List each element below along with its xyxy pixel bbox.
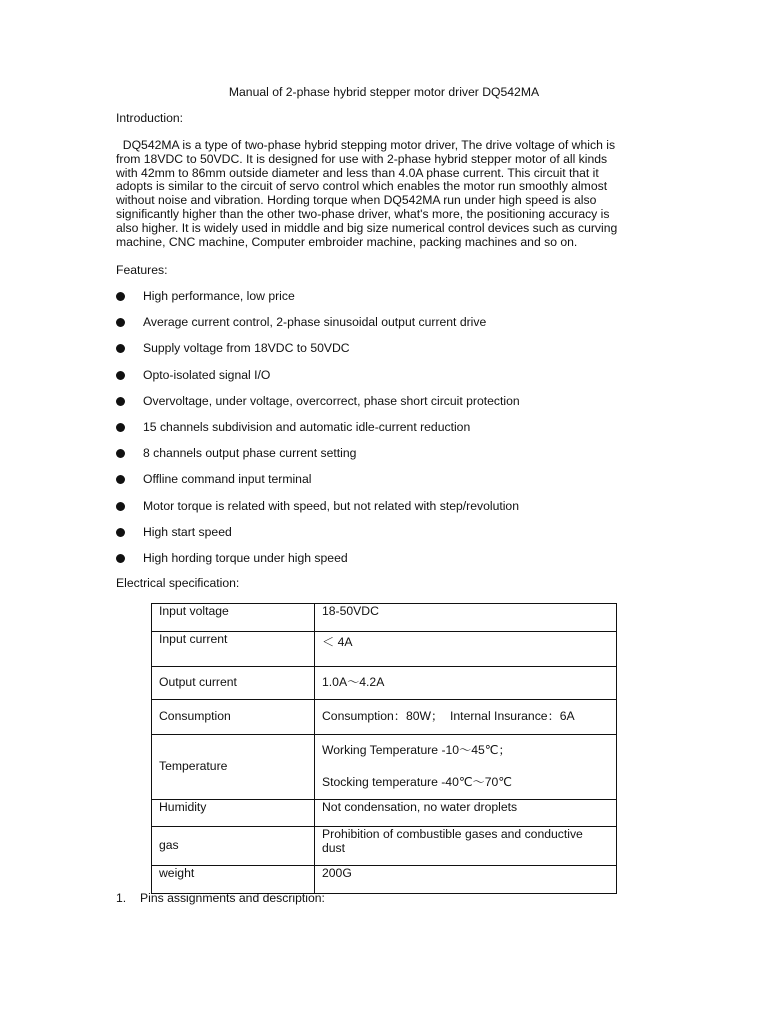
introduction-line: from 18VDC to 50VDC. It is designed for use with 2-phase hybrid stepper motor of all kinds xyxy=(116,151,608,166)
document-title: Manual of 2-phase hybrid stepper motor driver DQ542MA xyxy=(228,85,540,99)
introduction-line: significantly higher than the other two-phase driver, what's more, the positioning accuracy is xyxy=(116,206,610,221)
introduction-heading: Introduction: xyxy=(116,111,184,125)
feature-text: Average current control, 2-phase sinusoidal output current drive xyxy=(143,315,487,330)
bullet-icon xyxy=(116,449,125,458)
spec-key: Temperature xyxy=(152,735,315,800)
section-label: Pins assignments and description: xyxy=(140,891,325,905)
stocking-temperature: Stocking temperature -40℃～70℃ xyxy=(322,775,512,789)
spec-value: Prohibition of combustible gases and conductive dust xyxy=(315,827,617,866)
bullet-icon xyxy=(116,423,125,432)
bullet-icon xyxy=(116,318,125,327)
bullet-icon xyxy=(116,502,125,511)
spec-key: Consumption xyxy=(152,700,315,735)
bullet-icon xyxy=(116,475,125,484)
feature-text: 15 channels subdivision and automatic idle-current reduction xyxy=(143,419,471,434)
bullet-icon xyxy=(116,554,125,563)
feature-text: Offline command input terminal xyxy=(143,472,312,487)
feature-text: High start speed xyxy=(143,524,232,539)
table-row xyxy=(152,604,617,632)
bullet-icon xyxy=(116,344,125,353)
section-1-heading xyxy=(116,892,325,906)
spec-key: gas xyxy=(152,827,315,866)
introduction-line: adopts is similar to the circuit of servo control which enables the motor run smoothly almost xyxy=(116,179,608,194)
introduction-line: DQ542MA is a type of two-phase hybrid stepping motor driver, The drive voltage of which is xyxy=(116,138,616,152)
table-row xyxy=(152,735,617,800)
introduction-line: without noise and vibration. Hording torque when DQ542MA run under high speed is also xyxy=(116,193,597,208)
feature-text: High hording torque under high speed xyxy=(143,550,348,565)
spec-key: Humidity xyxy=(152,800,315,827)
bullet-icon xyxy=(116,397,125,406)
introduction-line: with 42mm to 86mm outside diameter and less than 4.0A phase current. This circuit that it xyxy=(116,165,599,180)
spec-value-text: ＜ 4A xyxy=(322,635,353,649)
working-temperature: Working Temperature -10～45℃； xyxy=(322,743,511,758)
spec-key: Input voltage xyxy=(152,604,315,632)
spec-key: weight xyxy=(152,866,315,894)
spec-value xyxy=(315,632,617,667)
table-row xyxy=(152,667,617,700)
feature-text: Overvoltage, under voltage, overcorrect, phase short circuit protection xyxy=(143,393,520,408)
spec-key: Input current xyxy=(152,632,315,667)
table-row xyxy=(152,632,617,667)
bullet-icon xyxy=(116,292,125,301)
table-row xyxy=(152,827,617,866)
introduction-paragraph xyxy=(116,139,656,249)
spec-value: Not condensation, no water droplets xyxy=(315,800,617,827)
table-row xyxy=(152,800,617,827)
features-heading: Features: xyxy=(116,263,168,277)
bullet-icon xyxy=(116,528,125,537)
spec-value: 1.0A～4.2A xyxy=(315,667,617,700)
electrical-spec-table xyxy=(151,603,617,894)
table-row xyxy=(152,700,617,735)
introduction-line: machine, CNC machine, Computer embroider machine, packing machines and so on. xyxy=(116,234,578,249)
spec-value: 200G xyxy=(315,866,617,894)
spec-value xyxy=(315,735,617,800)
spec-key: Output current xyxy=(152,667,315,700)
introduction-line: also higher. It is widely used in middle and big size numerical control devices such as curving xyxy=(116,220,618,235)
spec-value: 18-50VDC xyxy=(315,604,617,632)
feature-text: Motor torque is related with speed, but not related with step/revolution xyxy=(143,498,519,513)
feature-text: Opto-isolated signal I/O xyxy=(143,367,271,382)
feature-text: 8 channels output phase current setting xyxy=(143,446,357,461)
electrical-spec-heading: Electrical specification: xyxy=(116,576,240,590)
section-number: 1. xyxy=(116,891,127,905)
bullet-icon xyxy=(116,371,125,380)
spec-value: Consumption：80W； Internal Insurance：6A xyxy=(315,700,617,735)
table-row xyxy=(152,866,617,894)
feature-text: Supply voltage from 18VDC to 50VDC xyxy=(143,341,350,356)
feature-text: High performance, low price xyxy=(143,289,295,303)
